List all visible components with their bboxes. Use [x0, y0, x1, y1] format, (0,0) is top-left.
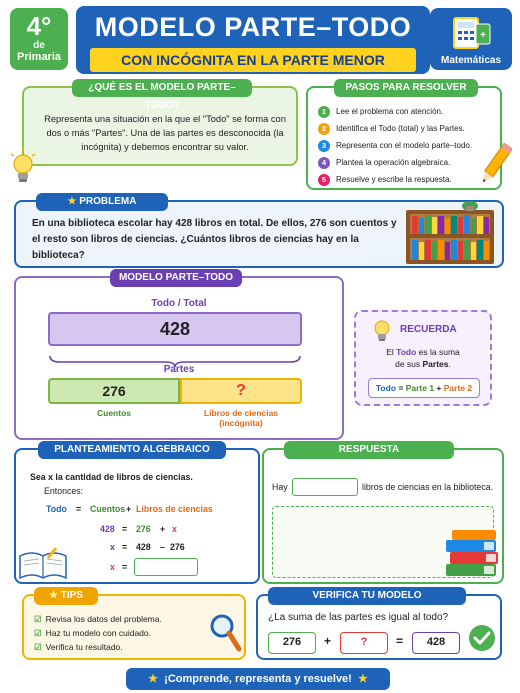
- remember-text: El Todo es la suma de sus Partes.: [386, 347, 460, 369]
- page-title: MODELO PARTE–TODO: [94, 12, 412, 42]
- verify-total: 428: [412, 632, 460, 654]
- verify-section: VERIFICA TU MODELO ¿La suma de las partes es igual al todo? 276 + ? = 428: [256, 594, 502, 660]
- bookshelf-icon: [400, 200, 500, 266]
- check-icon: ☑: [34, 642, 42, 652]
- check-icon: ☑: [34, 628, 42, 638]
- answer-pre: Hay: [272, 482, 288, 492]
- verify-heading: VERIFICA TU MODELO: [268, 587, 466, 605]
- verify-question: ¿La suma de las partes es igual al todo?: [268, 612, 449, 623]
- grade-badge: [10, 8, 68, 70]
- parts-label: Partes: [163, 364, 195, 375]
- tip-item: ☑ Verifica tu resultado.: [34, 642, 123, 652]
- open-book-icon: [18, 546, 68, 582]
- grade-number: 4°: [26, 11, 52, 41]
- part-a-caption: Cuentos: [97, 408, 131, 418]
- answer-post: libros de ciencias en la biblioteca.: [362, 482, 494, 492]
- check-circle-icon: [468, 624, 496, 652]
- what-is-section: [22, 82, 298, 166]
- star-icon: ★: [148, 673, 159, 685]
- remember-title: RECUERDA: [400, 324, 457, 335]
- part-b-caption: Libros de ciencias (incógnita): [203, 408, 279, 428]
- page-subtitle: CON INCÓGNITA EN LA PARTE MENOR: [90, 48, 416, 72]
- model-section: [14, 272, 344, 440]
- what-is-text: Representa una situación en la que el "Todo" se forma con dos o más "Partes". Una de las partes es desconocida (la incógnita) y debemos encontrar su valor.: [44, 114, 286, 152]
- remember-note: [354, 310, 492, 406]
- title-banner: [76, 6, 430, 74]
- footer-banner: [126, 668, 390, 690]
- tips-section: [22, 590, 246, 660]
- what-is-heading: ¿QUÉ ES EL MODELO PARTE–TODO?: [72, 79, 252, 97]
- algebra-heading: PLANTEAMIENTO ALGEBRAICO: [38, 441, 226, 459]
- answer-heading: RESPUESTA: [284, 441, 454, 459]
- footer-text: ¡Comprende, representa y resuelve!: [164, 673, 352, 685]
- tip-item: ☑ Revisa los datos del problema.: [34, 614, 162, 624]
- answer-input[interactable]: [292, 478, 358, 496]
- algebra-section: PLANTEAMIENTO ALGEBRAICO Sea x la cantidad de libros de ciencias. Entonces: Todo = Cuentos + Libros de ciencias 428 = 276 + x x = 428 – 276 x =: [14, 448, 260, 584]
- problem-section: [14, 196, 504, 268]
- algebra-intro: Sea x la cantidad de libros de ciencias.: [30, 472, 193, 482]
- svg-text:+: +: [480, 30, 486, 41]
- star-icon: ★: [49, 590, 58, 601]
- algebra-answer-input[interactable]: [134, 558, 198, 576]
- steps-heading: PASOS PARA RESOLVER: [334, 79, 478, 97]
- answer-section: [262, 444, 504, 584]
- star-icon: ★: [357, 673, 368, 685]
- step-item: 3 Representa con el modelo parte–todo.: [318, 140, 472, 152]
- verify-part-b: ?: [340, 632, 388, 654]
- step-item: 2 Identifica el Todo (total) y las Partes.: [318, 123, 465, 135]
- problem-heading: ★ PROBLEMA: [36, 193, 168, 211]
- subject-badge: [430, 8, 512, 70]
- check-icon: ☑: [34, 614, 42, 624]
- books-stack-icon: [444, 528, 502, 580]
- magnifier-icon: [208, 612, 242, 652]
- subject-label: Matemáticas: [440, 55, 502, 66]
- lightbulb-icon: [372, 318, 392, 344]
- star-icon: ★: [67, 196, 77, 207]
- problem-text: En una biblioteca escolar hay 428 libros en total. De ellos, 276 son cuentos y el resto son libros de ciencias. ¿Cuántos libros de ciencias hay en la biblioteca?: [32, 218, 397, 261]
- lightbulb-icon: [8, 146, 38, 186]
- grade-level: Primaria: [16, 51, 62, 63]
- steps-section: [306, 82, 502, 190]
- step-item: 1 Lee el problema con atención.: [318, 106, 443, 118]
- remember-formula: Todo = Parte 1 + Parte 2: [368, 378, 480, 398]
- total-label: Todo / Total: [151, 298, 207, 309]
- model-heading: MODELO PARTE–TODO: [110, 269, 242, 287]
- total-bar: 428: [48, 312, 302, 346]
- math-notebook-icon: [452, 14, 492, 50]
- tip-item: ☑ Haz tu modelo con cuidado.: [34, 628, 151, 638]
- step-item: 4 Plantea la operación algebraica.: [318, 157, 450, 169]
- step-item: 5 Resuelve y escribe la respuesta.: [318, 174, 452, 186]
- part-a-bar: 276: [48, 378, 180, 404]
- verify-part-a: 276: [268, 632, 316, 654]
- part-b-bar: ?: [180, 378, 302, 404]
- tips-heading: ★ TIPS: [34, 587, 98, 605]
- grade-de: de: [33, 40, 45, 51]
- algebra-entonces: Entonces:: [44, 486, 84, 496]
- pencil-icon: [478, 140, 512, 190]
